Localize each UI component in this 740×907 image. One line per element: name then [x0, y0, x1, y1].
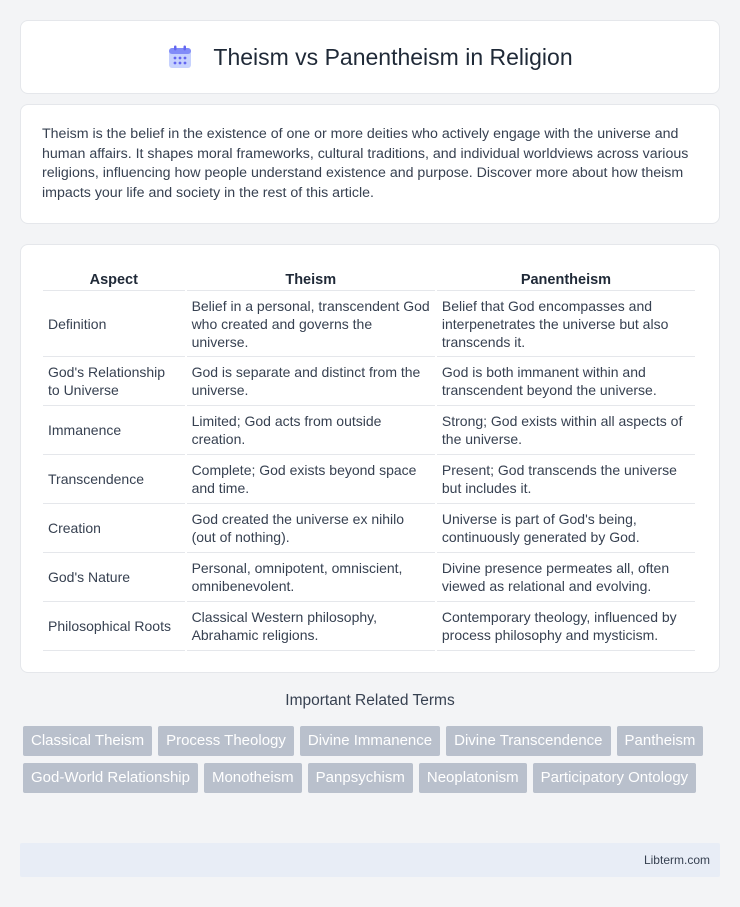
related-terms-list: [23, 726, 723, 793]
cell-panentheism: Divine presence permeates all, often viewed as relational and evolving.: [437, 553, 695, 602]
related-term-tag[interactable]: Pantheism: [617, 726, 704, 756]
related-term-tag[interactable]: Divine Immanence: [300, 726, 440, 756]
cell-aspect: Immanence: [43, 406, 185, 455]
cell-panentheism: God is both immanent within and transcendent beyond the universe.: [437, 357, 695, 406]
table-header-row: [43, 265, 695, 291]
cell-theism: Personal, omnipotent, omniscient, omnibenevolent.: [187, 553, 435, 602]
cell-theism: God created the universe ex nihilo (out of nothing).: [187, 504, 435, 553]
cell-aspect: God's Nature: [43, 553, 185, 602]
table-row: [43, 357, 695, 406]
cell-aspect: God's Relationship to Universe: [43, 357, 185, 406]
related-term-tag[interactable]: Neoplatonism: [419, 763, 527, 793]
table-row: [43, 455, 695, 504]
table-row: [43, 553, 695, 602]
table-row: [43, 406, 695, 455]
cell-panentheism: Universe is part of God's being, continuously generated by God.: [437, 504, 695, 553]
comparison-table-card: [20, 244, 720, 673]
page-header: [20, 20, 720, 94]
cell-panentheism: Present; God transcends the universe but includes it.: [437, 455, 695, 504]
related-term-tag[interactable]: Participatory Ontology: [533, 763, 697, 793]
cell-aspect: Definition: [43, 291, 185, 357]
cell-theism: Complete; God exists beyond space and time.: [187, 455, 435, 504]
header-theism: Theism: [187, 265, 435, 291]
cell-aspect: Philosophical Roots: [43, 602, 185, 651]
cell-aspect: Creation: [43, 504, 185, 553]
related-term-tag[interactable]: God-World Relationship: [23, 763, 198, 793]
calendar-icon: [167, 44, 193, 70]
cell-theism: God is separate and distinct from the universe.: [187, 357, 435, 406]
cell-panentheism: Contemporary theology, influenced by process philosophy and mysticism.: [437, 602, 695, 651]
table-row: [43, 291, 695, 357]
related-term-tag[interactable]: Panpsychism: [308, 763, 413, 793]
cell-theism: Belief in a personal, transcendent God who created and governs the universe.: [187, 291, 435, 357]
cell-panentheism: Strong; God exists within all aspects of the universe.: [437, 406, 695, 455]
related-term-tag[interactable]: Classical Theism: [23, 726, 152, 756]
cell-aspect: Transcendence: [43, 455, 185, 504]
related-term-tag[interactable]: Process Theology: [158, 726, 294, 756]
page-footer: [20, 843, 720, 877]
page-title: Theism vs Panentheism in Religion: [213, 43, 573, 70]
footer-site-link[interactable]: Libterm.com: [643, 853, 710, 867]
related-terms-title: Important Related Terms: [285, 692, 455, 709]
cell-theism: Limited; God acts from outside creation.: [187, 406, 435, 455]
related-term-tag[interactable]: Monotheism: [204, 763, 302, 793]
header-panentheism: Panentheism: [437, 265, 695, 291]
header-aspect: Aspect: [43, 265, 185, 291]
table-row: [43, 602, 695, 651]
intro-section: [20, 104, 720, 224]
table-row: [43, 504, 695, 553]
comparison-table: [41, 265, 697, 651]
related-term-tag[interactable]: Divine Transcendence: [446, 726, 610, 756]
cell-panentheism: Belief that God encompasses and interpenetrates the universe but also transcends it.: [437, 291, 695, 357]
intro-text: Theism is the belief in the existence of one or more deities who actively engage with the universe and human affairs. It shapes moral frameworks, cultural traditions, and individual worldviews across various religions, influencing how people understand existence and purpose. Discover more about how theism impacts your life and society in the rest of this article.: [42, 126, 689, 201]
cell-theism: Classical Western philosophy, Abrahamic religions.: [187, 602, 435, 651]
